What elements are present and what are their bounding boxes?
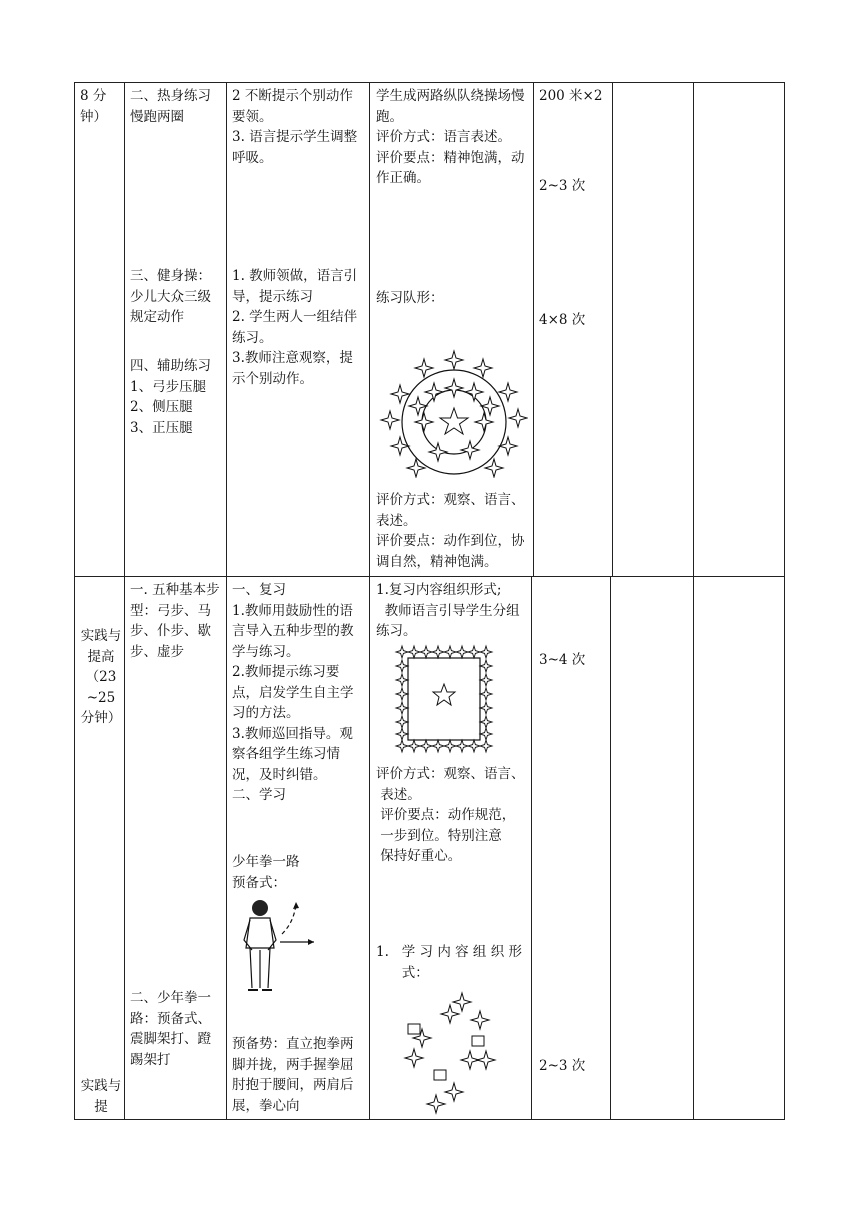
row-divider	[74, 576, 785, 577]
formation-square-diagram	[394, 644, 494, 754]
row1-load-c: 4×8 次	[539, 312, 586, 328]
row2-load-a: 3~4 次	[539, 652, 586, 668]
row2-content-boxing: 二、少年拳一路：预备式、震脚架打、蹬踢架打	[130, 990, 211, 1068]
row2-content-steps: 一. 五种基本步型：弓步、马步、仆步、歇步、虚步	[130, 582, 220, 660]
row1-content-stretching: 四、辅助练习 1、弓步压腿 2、侧压腿 3、正压腿	[130, 358, 211, 436]
col-line-5a	[612, 82, 613, 576]
col-line-4a	[533, 82, 534, 576]
table-bottom-border	[74, 1119, 785, 1120]
row2-time: 实践与提高（23 ~25 分钟）	[80, 628, 122, 726]
table-top-border	[74, 82, 785, 83]
col-line-7	[784, 82, 785, 1120]
col-line-0	[74, 82, 75, 1120]
row1-org-a: 学生成两路纵队绕操场慢跑。 评价方式：语言表述。 评价要点：精神饱满，动作正确。	[376, 88, 525, 186]
formation-circles-diagram	[378, 348, 528, 478]
col-line-4b	[531, 576, 532, 1120]
row2-org-c: 1. 学 习 内 容 组 织 形 式：	[376, 944, 523, 981]
ready-stance-figure	[236, 896, 326, 996]
row1-time: 8 分钟）	[80, 88, 107, 125]
col-line-3	[369, 82, 370, 1120]
formation-groups-diagram	[398, 988, 508, 1118]
col-line-1	[124, 82, 125, 1120]
row1-content-warmup: 二、热身练习慢跑两圈	[130, 88, 211, 125]
row1-load-b: 2~3 次	[539, 178, 586, 194]
col-line-6	[693, 82, 694, 1120]
row1-load-a: 200 米×2	[539, 88, 603, 104]
row2-load-b: 2~3 次	[539, 1058, 586, 1074]
row1-org-c: 评价方式：观察、语言、表述。 评价要点：动作到位，协调自然，精神饱满。	[376, 492, 525, 570]
row2-teacher-b: 少年拳一路 预备式：	[232, 854, 300, 891]
row2-teacher-c: 预备势：直立抱拳两脚并拢，两手握拳屈肘抱于腰间，两肩后展，拳心向	[232, 1036, 354, 1114]
row1-content-aerobics: 三、健身操：少儿大众三级规定动作	[130, 268, 211, 325]
row2-teacher-a: 一、复习 1.教师用鼓励性的语言导入五种步型的教学与练习。 2.教师提示练习要点，启发学生自主学习的方法。 3.教师巡回指导。观察各组学生练习情况，及时纠错。 二、学习	[232, 582, 354, 803]
row1-teacher-b: 1. 教师领做，语言引导，提示练习 2. 学生两人一组结伴练习。 3.教师注意观察，提示个别动作。	[232, 268, 358, 387]
row2-org-b: 评价方式：观察、语言、 表述。 评价要点：动作规范， 一步到位。特别注意 保持好重心。	[376, 766, 525, 864]
row1-teacher-a: 2 不断提示个别动作要领。 3. 语言提示学生调整呼吸。	[232, 88, 358, 166]
row1-org-b: 练习队形：	[376, 290, 444, 306]
row2-org-a: 1.复习内容组织形式; 教师语言引导学生分组练习。	[376, 582, 520, 639]
col-line-5b	[610, 576, 611, 1120]
row2-time-repeat: 实践与提	[80, 1078, 122, 1115]
col-line-2	[226, 82, 227, 1120]
